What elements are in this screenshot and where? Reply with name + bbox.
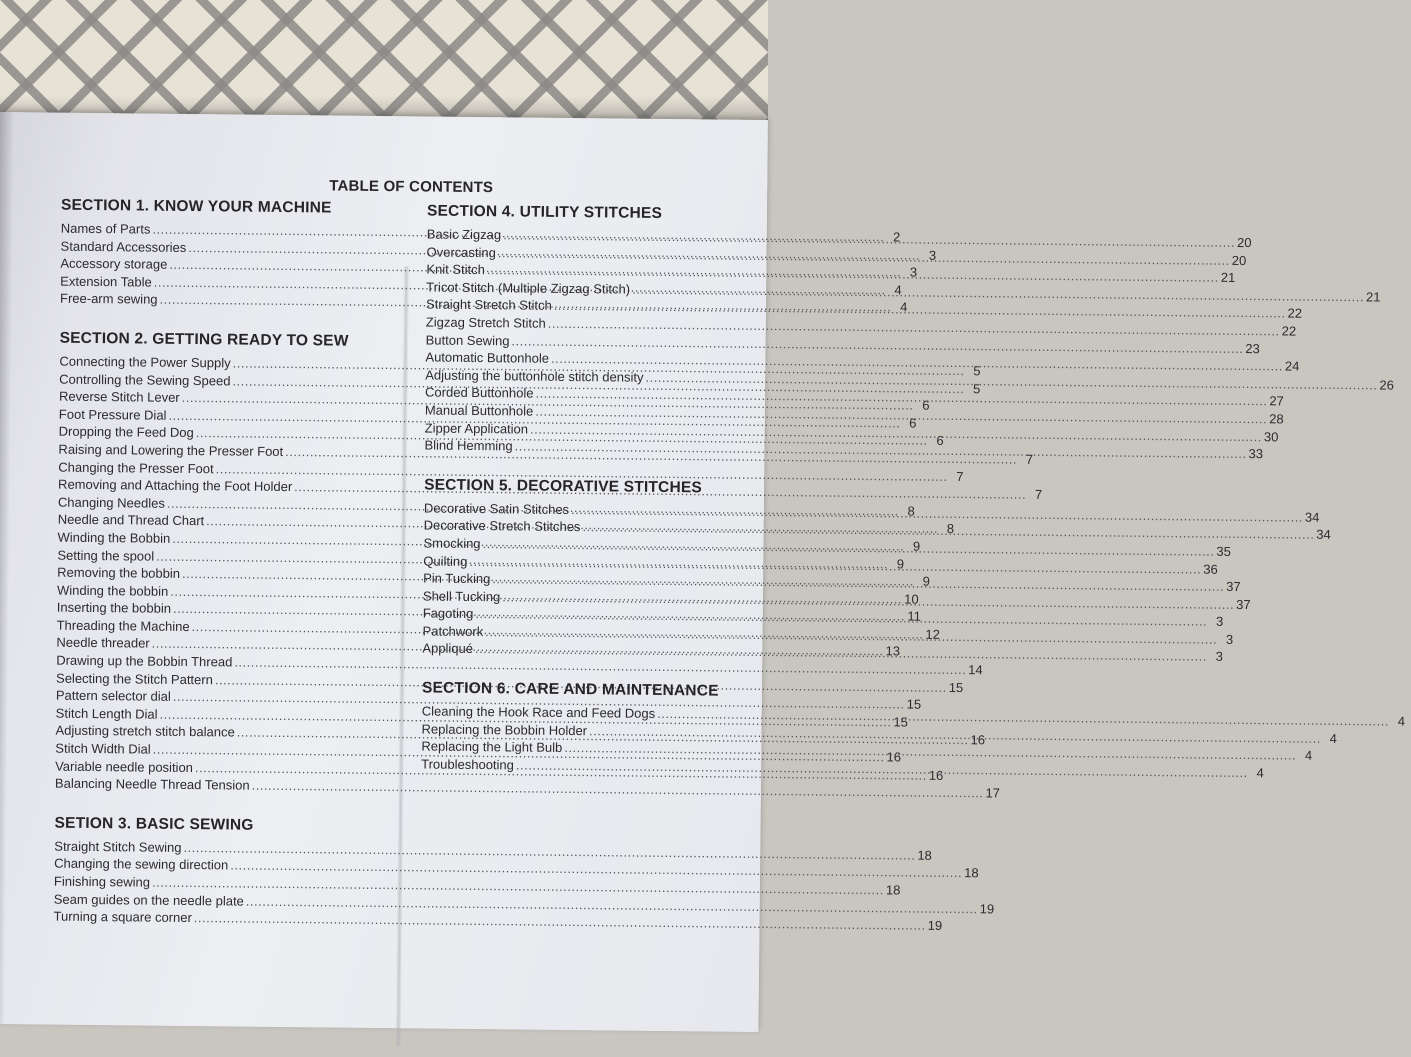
entry-page-number: 18 — [964, 865, 979, 881]
entry-page-number: 35 — [1216, 543, 1231, 559]
entry-page-number: 22 — [1287, 305, 1303, 322]
entry-page-number: 34 — [1316, 527, 1331, 543]
entry-page-number: 24 — [1284, 358, 1300, 374]
entry-title: Standard Accessories — [60, 238, 187, 255]
entry-title: Zigzag Stretch Stitch — [425, 314, 546, 331]
entry-title: Shell Tucking — [422, 588, 501, 604]
entry-title: Needle and Thread Chart — [57, 511, 205, 529]
entry-title: Winding the Bobbin — [57, 529, 171, 546]
entry-title: Threading the Machine — [56, 617, 190, 634]
entry-title: Adjusting stretch stitch balance — [55, 723, 235, 740]
entry-page-number: 6 — [936, 433, 944, 449]
section-heading: SETION 3. BASIC SEWING — [54, 814, 254, 834]
entry-title: Raising and Lowering the Presser Foot — [58, 441, 284, 459]
section-heading: SECTION 1. KNOW YOUR MACHINE — [60, 196, 332, 217]
entry-page-number: 4 — [894, 282, 902, 298]
entry-page-number: 4 — [900, 299, 908, 315]
entry-title: Names of Parts — [60, 220, 151, 237]
entry-title: Decorative Satin Stitches — [423, 500, 570, 517]
entry-title: Turning a square corner — [53, 908, 192, 926]
section-heading: SECTION 5. DECORATIVE STITCHES — [424, 476, 703, 497]
entry-page-number: 12 — [925, 626, 941, 642]
entry-page-number: 4 — [1397, 713, 1406, 729]
entry-title: Zipper Application — [424, 419, 529, 437]
entry-page-number: 22 — [1281, 323, 1297, 339]
section-heading: SECTION 4. UTILITY STITCHES — [426, 202, 663, 222]
entry-page-number: 4 — [1329, 730, 1338, 746]
entry-page-number: 26 — [1379, 377, 1394, 393]
toc-section — [53, 814, 995, 934]
entry-page-number: 3 — [1215, 614, 1224, 630]
page-edge-shadow — [0, 112, 14, 1024]
entry-page-number: 11 — [907, 608, 921, 624]
entry-page-number: 7 — [1034, 486, 1043, 503]
entry-page-number: 5 — [973, 380, 981, 396]
entry-title: Setting the spool — [57, 547, 155, 564]
section-heading: SECTION 2. GETTING READY TO SEW — [59, 329, 349, 350]
entry-title: Controlling the Sewing Speed — [59, 371, 231, 388]
entry-page-number: 37 — [1236, 596, 1251, 612]
entry-title: Foot Pressure Dial — [58, 406, 167, 423]
entry-page-number: 7 — [1025, 451, 1034, 467]
entry-title: Connecting the Power Supply — [59, 353, 231, 371]
entry-page-number: 33 — [1248, 446, 1264, 462]
page-title: TABLE OF CONTENTS — [329, 177, 494, 197]
entry-title: Appliqué — [422, 640, 474, 657]
entry-title: Variable needle position — [55, 758, 194, 775]
entry-page-number: 18 — [885, 882, 901, 898]
entry-title: Quilting — [423, 552, 468, 569]
entry-title: Fagoting — [422, 605, 474, 622]
entry-page-number: 37 — [1226, 578, 1241, 595]
entry-page-number: 3 — [928, 247, 937, 263]
entry-page-number: 3 — [1225, 631, 1234, 647]
entry-title: Tricot Stitch (Multiple Zigzag Stitch) — [426, 279, 631, 297]
entry-page-number: 16 — [928, 767, 944, 783]
entry-page-number: 28 — [1269, 411, 1284, 427]
entry-title: Removing the bobbin — [57, 564, 181, 582]
entry-title: Manual Buttonhole — [424, 402, 534, 419]
entry-title: Drawing up the Bobbin Thread — [56, 652, 233, 670]
entry-page-number: 36 — [1203, 561, 1218, 577]
entry-title: Replacing the Light Bulb — [421, 738, 563, 756]
entry-page-number: 20 — [1236, 234, 1252, 251]
entry-page-number: 23 — [1245, 340, 1260, 356]
entry-title: Accessory storage — [60, 255, 168, 272]
entry-page-number: 4 — [1256, 765, 1264, 781]
entry-page-number: 10 — [904, 591, 919, 607]
entry-page-number: 17 — [985, 785, 1001, 801]
entry-page-number: 2 — [892, 229, 901, 245]
entry-title: Straight Stretch Stitch — [425, 296, 552, 314]
entry-title: Overcasting — [426, 244, 497, 260]
entry-title: Needle threader — [56, 635, 150, 652]
entry-title: Cleaning the Hook Race and Feed Dogs — [421, 703, 656, 721]
section-heading: SECTION 6. CARE AND MAINTENANCE — [421, 679, 719, 700]
entry-title: Pattern selector dial — [55, 687, 171, 705]
entry-title: Replacing the Bobbin Holder — [421, 721, 588, 738]
entry-title: Basic Zigzag — [426, 226, 502, 243]
entry-page-number: 21 — [1365, 289, 1381, 305]
toc-entry-blind-hemming — [424, 437, 1264, 462]
entry-title: Winding the bobbin — [56, 582, 169, 599]
entry-title: Changing the sewing direction — [54, 856, 229, 873]
entry-title: Dropping the Feed Dog — [58, 423, 194, 441]
entry-page-number: 20 — [1231, 252, 1247, 268]
entry-title: Adjusting the buttonhole stitch density — [425, 367, 644, 385]
entry-title: Blind Hemming — [424, 437, 513, 454]
entry-title: Knit Stitch — [426, 261, 485, 278]
entry-title: Automatic Buttonhole — [425, 349, 550, 366]
entry-page-number: 9 — [922, 573, 930, 589]
entry-title: Seam guides on the needle plate — [53, 891, 244, 909]
entry-title: Decorative Stretch Stitches — [423, 517, 581, 535]
toc-entry-turning-a-square-corner — [53, 908, 943, 934]
entry-title: Smocking — [423, 535, 481, 551]
entry-page-number: 27 — [1269, 393, 1284, 409]
entry-page-number: 15 — [948, 679, 964, 695]
entry-page-number: 15 — [906, 696, 922, 712]
entry-page-number: 5 — [973, 363, 981, 379]
entry-title: Selecting the Stitch Pattern — [55, 670, 213, 687]
entry-page-number: 16 — [886, 749, 902, 765]
entry-page-number: 19 — [979, 900, 995, 917]
entry-title: Straight Stitch Sewing — [54, 838, 182, 855]
entry-title: Button Sewing — [425, 332, 510, 348]
entry-page-number: 8 — [907, 503, 915, 519]
entry-title: Inserting the bobbin — [56, 599, 172, 617]
entry-title: Extension Table — [60, 273, 152, 290]
entry-title: Balancing Needle Thread Tension — [54, 775, 250, 793]
toc-section — [424, 202, 1394, 462]
entry-page-number: 6 — [909, 415, 917, 431]
entry-page-number: 8 — [946, 521, 955, 537]
entry-page-number: 21 — [1220, 269, 1236, 286]
entry-page-number: 6 — [922, 397, 930, 413]
entry-title: Stitch Length Dial — [55, 705, 158, 722]
entry-page-number: 4 — [1304, 747, 1313, 764]
entry-title: Changing Needles — [57, 494, 165, 511]
entry-page-number: 9 — [896, 555, 905, 571]
entry-page-number: 18 — [917, 847, 932, 863]
entry-title: Finishing sewing — [53, 873, 151, 890]
entry-title: Pin Tucking — [423, 570, 491, 587]
entry-page-number: 15 — [893, 714, 909, 730]
entry-title: Free-arm sewing — [59, 291, 158, 308]
entry-title: Corded Buttonhole — [425, 384, 534, 401]
entry-page-number: 14 — [968, 662, 983, 678]
entry-page-number: 19 — [927, 917, 943, 934]
entry-title: Troubleshooting — [421, 756, 515, 773]
entry-page-number: 7 — [956, 468, 964, 484]
entry-title: Stitch Width Dial — [55, 740, 151, 757]
entry-title: Reverse Stitch Lever — [58, 388, 180, 406]
entry-title: Removing and Attaching the Foot Holder — [58, 476, 293, 495]
entry-page-number: 34 — [1304, 509, 1320, 525]
entry-page-number: 13 — [885, 643, 901, 659]
entry-page-number: 3 — [909, 264, 918, 280]
entry-page-number: 9 — [912, 538, 921, 554]
entry-title: Patchwork — [422, 623, 484, 639]
manual-page — [0, 112, 1406, 1032]
entry-title: Changing the Presser Foot — [58, 459, 214, 476]
entry-page-number: 16 — [970, 732, 986, 748]
entry-page-number: 30 — [1263, 428, 1279, 444]
entry-page-number: 3 — [1215, 649, 1223, 665]
